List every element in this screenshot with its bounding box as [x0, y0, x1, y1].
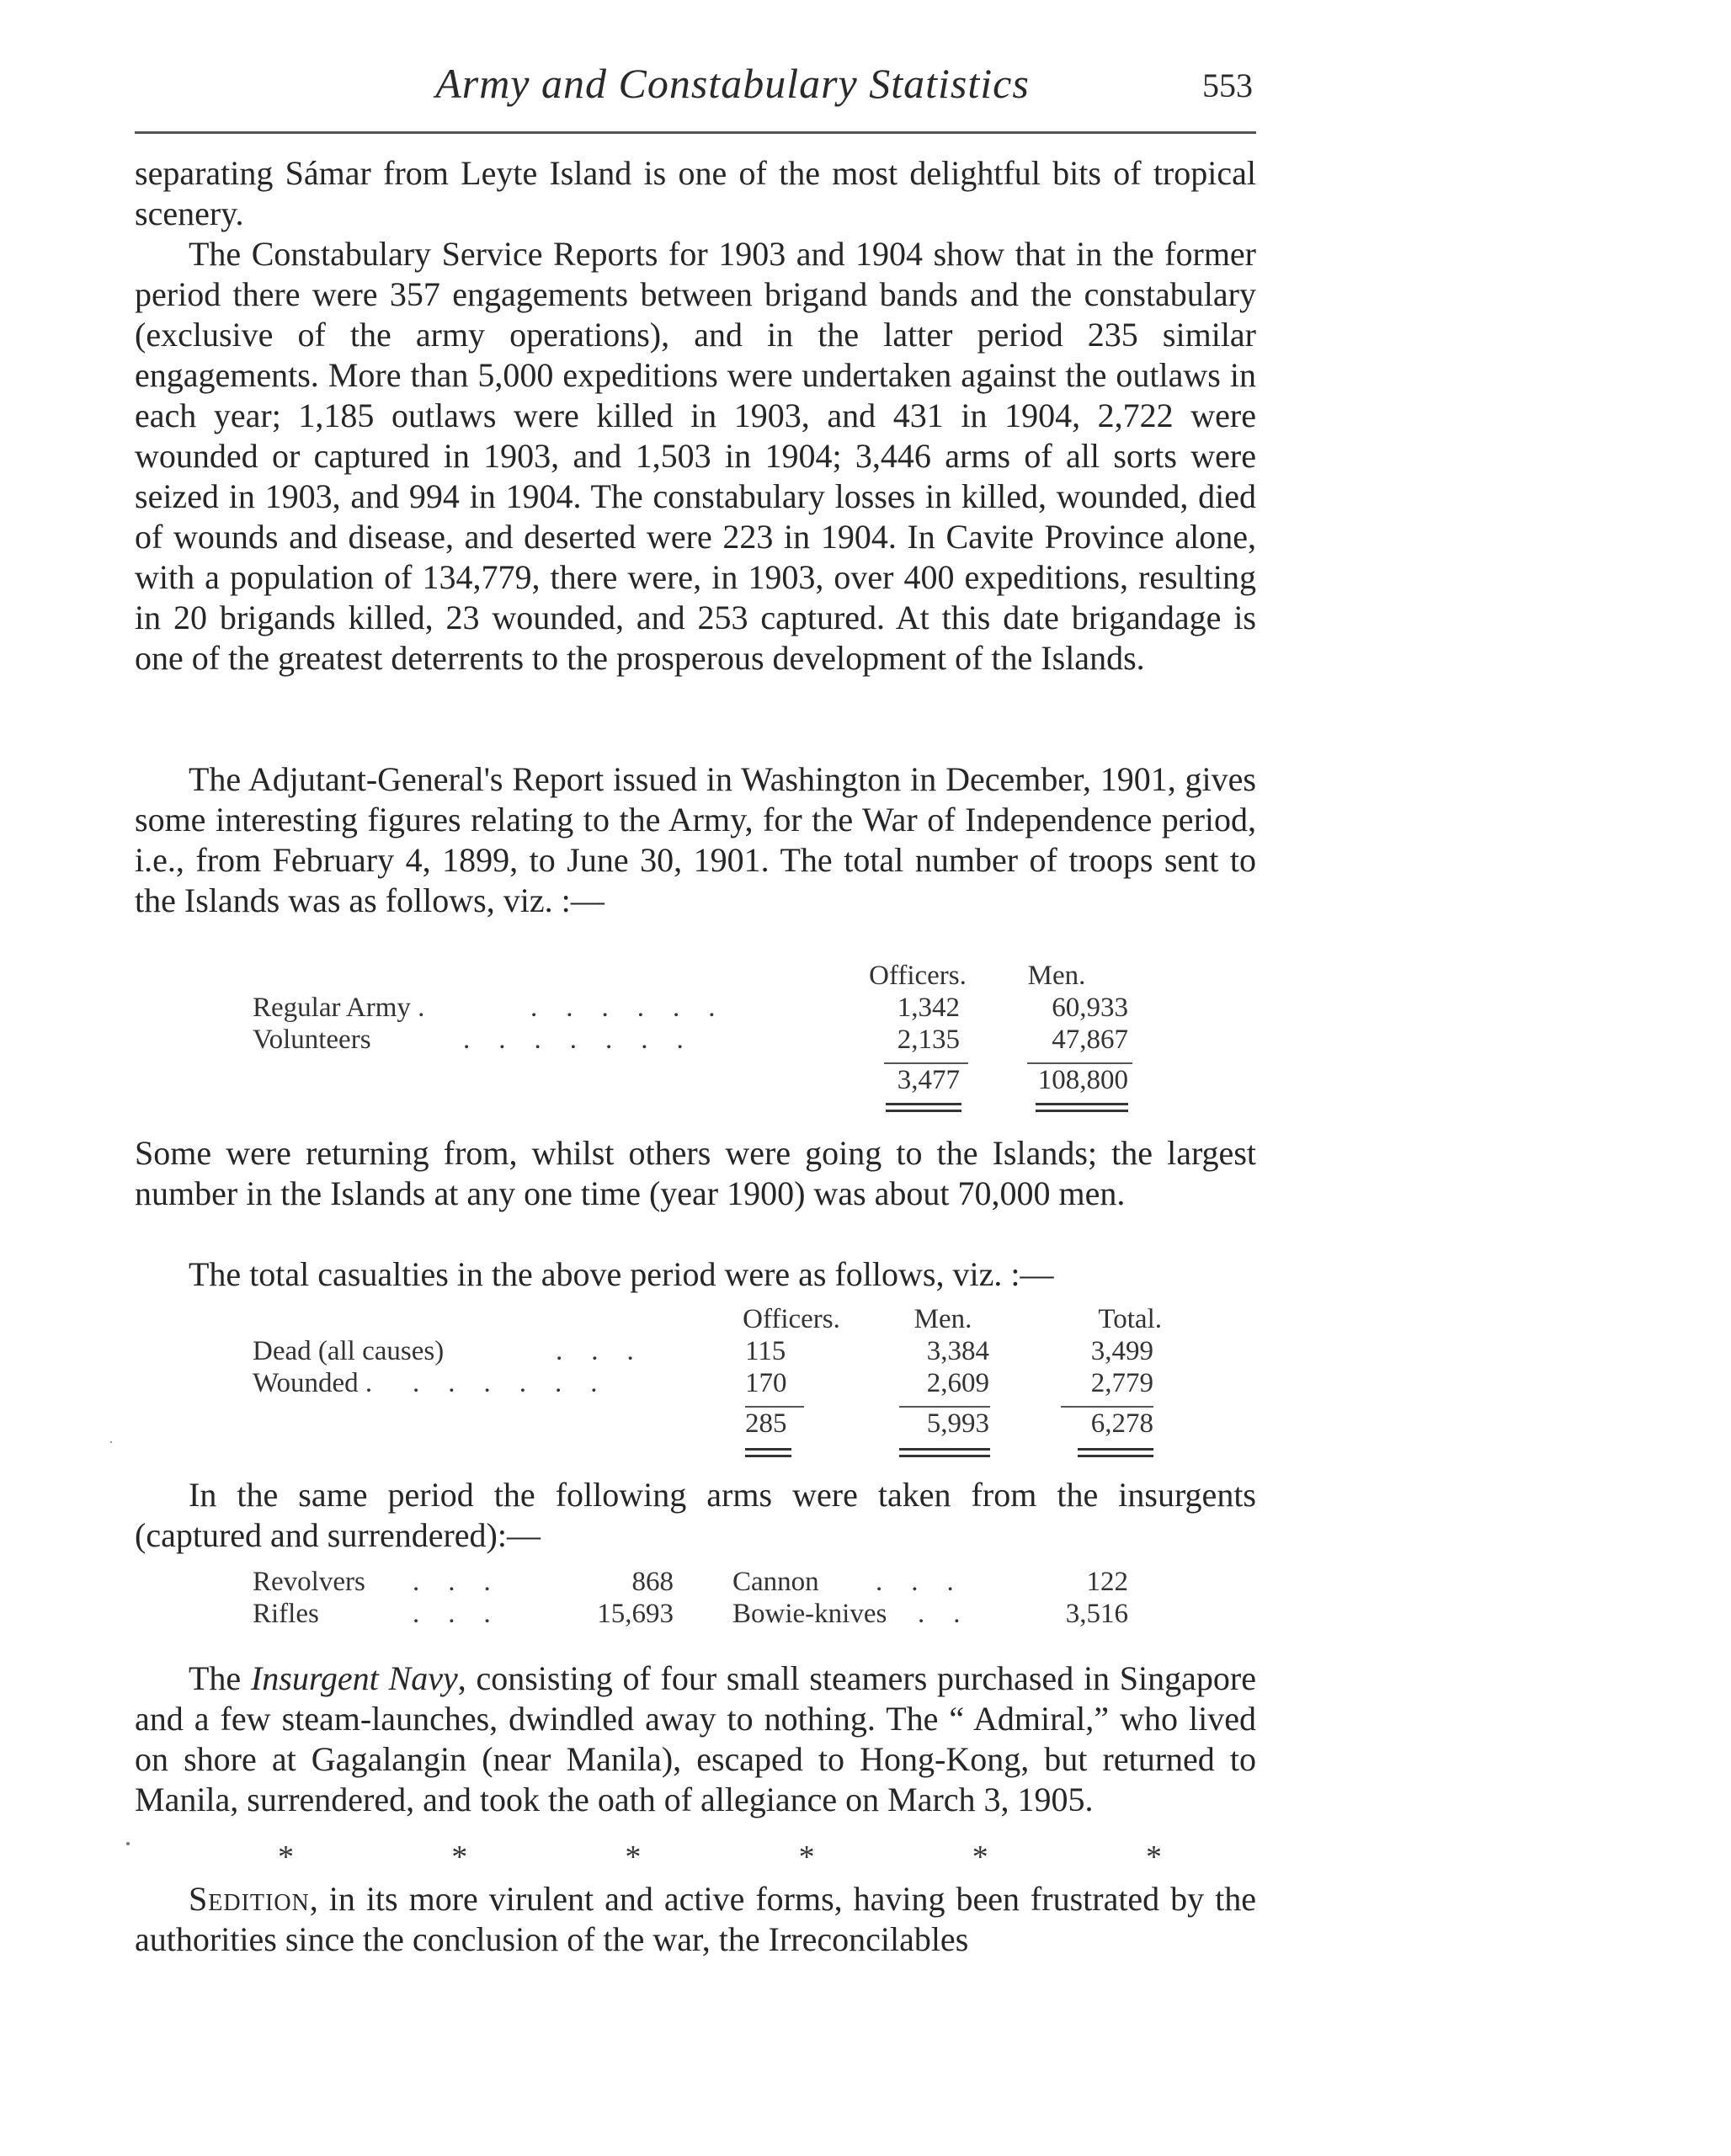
- leader-dots: ...: [876, 1567, 983, 1597]
- header-officers: Officers.: [869, 961, 967, 991]
- header-men: Men.: [913, 1304, 972, 1334]
- leader-dots: ..: [918, 1599, 989, 1629]
- header-men: Men.: [1027, 961, 1086, 991]
- arms-value: 122: [1086, 1567, 1128, 1597]
- men-value: 3,384: [926, 1336, 989, 1366]
- table-row: [253, 1598, 1145, 1630]
- row-label: Volunteers: [253, 1025, 371, 1055]
- paragraph-7: [135, 1658, 1256, 1820]
- total-value: 2,779: [1090, 1368, 1153, 1398]
- paragraph-6: In the same period the following arms were taken from the insurgents (captured and surrendered):—: [135, 1476, 1256, 1554]
- running-header-title: Army and Constabulary Statistics: [435, 60, 1030, 107]
- leader-dots: ......: [530, 993, 744, 1023]
- arms-label: Revolvers: [253, 1567, 365, 1597]
- men-value: 60,933: [1052, 993, 1128, 1023]
- total-double-rule: [886, 1103, 961, 1112]
- table-total-row: [253, 1064, 1145, 1096]
- total-value: 3,499: [1090, 1336, 1153, 1366]
- star: *: [972, 1839, 988, 1875]
- header-officers: Officers.: [743, 1304, 840, 1334]
- total-total: 6,278: [1090, 1408, 1153, 1439]
- total-double-rule: [745, 1448, 791, 1457]
- table-row: [253, 1566, 1145, 1598]
- leader-dots: ......: [413, 1368, 626, 1398]
- arms-label: Bowie-knives: [732, 1599, 887, 1629]
- sedition-smallcaps: Sedition: [189, 1880, 310, 1918]
- table-row: [253, 1367, 1179, 1399]
- star: *: [278, 1839, 294, 1875]
- troops-table: [253, 960, 1145, 1111]
- officers-value: 2,135: [897, 1025, 960, 1055]
- officers-value: 170: [745, 1368, 787, 1398]
- row-label: Dead (all causes): [253, 1336, 445, 1366]
- total-double-rule: [1078, 1448, 1153, 1457]
- header-rule: [135, 131, 1256, 134]
- arms-value: 868: [631, 1567, 674, 1597]
- leader-dots: ...: [556, 1336, 663, 1366]
- arms-value: 15,693: [597, 1599, 674, 1629]
- table-row: [253, 992, 1145, 1024]
- row-label: Wounded .: [253, 1368, 373, 1398]
- paragraph-1: separating Sámar from Leyte Island is one of the most delightful bits of tropical scenery.: [135, 154, 1256, 232]
- casualties-table: [253, 1303, 1179, 1459]
- arms-label: Cannon: [732, 1567, 819, 1597]
- scan-speck: [110, 1441, 112, 1443]
- officers-value: 1,342: [897, 993, 960, 1023]
- star: *: [1145, 1839, 1162, 1875]
- paragraph-3: The Adjutant-General's Report issued in Washington in December, 1901, gives some interesting figures relating to the Army, for the War of Independence period, i.e., from February 4, 1899, to June 30, 1901. The total number of troops sent to the Islands was as follows, viz. :—: [135, 760, 1256, 919]
- paragraph-5: The total casualties in the above period were as follows, viz. :—: [189, 1255, 1054, 1293]
- paragraph-2: The Constabulary Service Reports for 1903 and 1904 show that in the former period there were 357 engagements between brigand bands and the constabulary (exclusive of the army operations), and in the latter period 235 similar engagements. More than 5,000 expeditions were undertaken against the outlaws in each year; 1,185 outlaws were killed in 1903, and 431 in 1904, 2,722 were wounded or captured in 1903, and 1,503 in 1904; 3,446 arms of all sorts were seized in 1903, and 994 in 1904. The constabulary losses in killed, wounded, died of wounds and disease, and deserted were 223 in 1904. In Cavite Province alone, with a population of 134,779, there were, in 1903, over 400 expeditions, resulting in 20 brigands killed, 23 wounded, and 253 captured. At this date brigandage is one of the greatest deterrents to the prosperous development of the Islands.: [135, 235, 1256, 677]
- officers-value: 115: [745, 1336, 786, 1366]
- officers-total: 285: [745, 1408, 787, 1439]
- officers-total: 3,477: [897, 1065, 960, 1095]
- table-row: [253, 1024, 1145, 1056]
- leader-dots: ...: [413, 1599, 519, 1629]
- table-total-row: [253, 1408, 1179, 1440]
- star: *: [625, 1839, 642, 1875]
- p7-lead: The: [189, 1659, 251, 1697]
- row-label: Regular Army .: [253, 993, 425, 1023]
- men-value: 47,867: [1052, 1025, 1128, 1055]
- arms-label: Rifles: [253, 1599, 319, 1629]
- section-break-stars: [278, 1839, 1162, 1876]
- star: *: [798, 1839, 815, 1875]
- header-total: Total.: [1098, 1304, 1162, 1334]
- casualties-table-header: [253, 1303, 1179, 1335]
- men-total: 5,993: [926, 1408, 989, 1439]
- men-value: 2,609: [926, 1368, 989, 1398]
- p7-rest: , consisting of four small steamers purchased in Singapore and a few steam-launches, dwindled away to nothing. The “ Admiral,” who lived on shore at Gagalangin (near Manila), escaped to Hong-Kong, but returned to Manila, surrendered, and took the oath of allegiance on March 3, 1905.: [135, 1659, 1256, 1818]
- paragraph-8: [135, 1879, 1256, 1960]
- page-number: 553: [1202, 67, 1253, 104]
- table-row: [253, 1335, 1179, 1367]
- total-double-rule: [899, 1448, 990, 1457]
- arms-table: [253, 1566, 1145, 1633]
- men-total: 108,800: [1037, 1065, 1128, 1095]
- insurgent-navy-italic: Insurgent Navy: [250, 1659, 458, 1697]
- paragraph-4: Some were returning from, whilst others were going to the Islands; the largest number in the Islands at any one time (year 1900) was about 70,000 men.: [135, 1134, 1256, 1212]
- arms-value: 3,516: [1065, 1599, 1128, 1629]
- leader-dots: .......: [463, 1025, 712, 1055]
- p8-rest: , in its more virulent and active forms, having been frustrated by the authorities since the conclusion of the war, the Irreconcilables: [135, 1880, 1256, 1958]
- star: *: [451, 1839, 468, 1875]
- total-double-rule: [1036, 1103, 1128, 1112]
- troops-table-header: [253, 960, 1145, 992]
- scan-speck: [126, 1842, 130, 1845]
- leader-dots: ...: [413, 1567, 519, 1597]
